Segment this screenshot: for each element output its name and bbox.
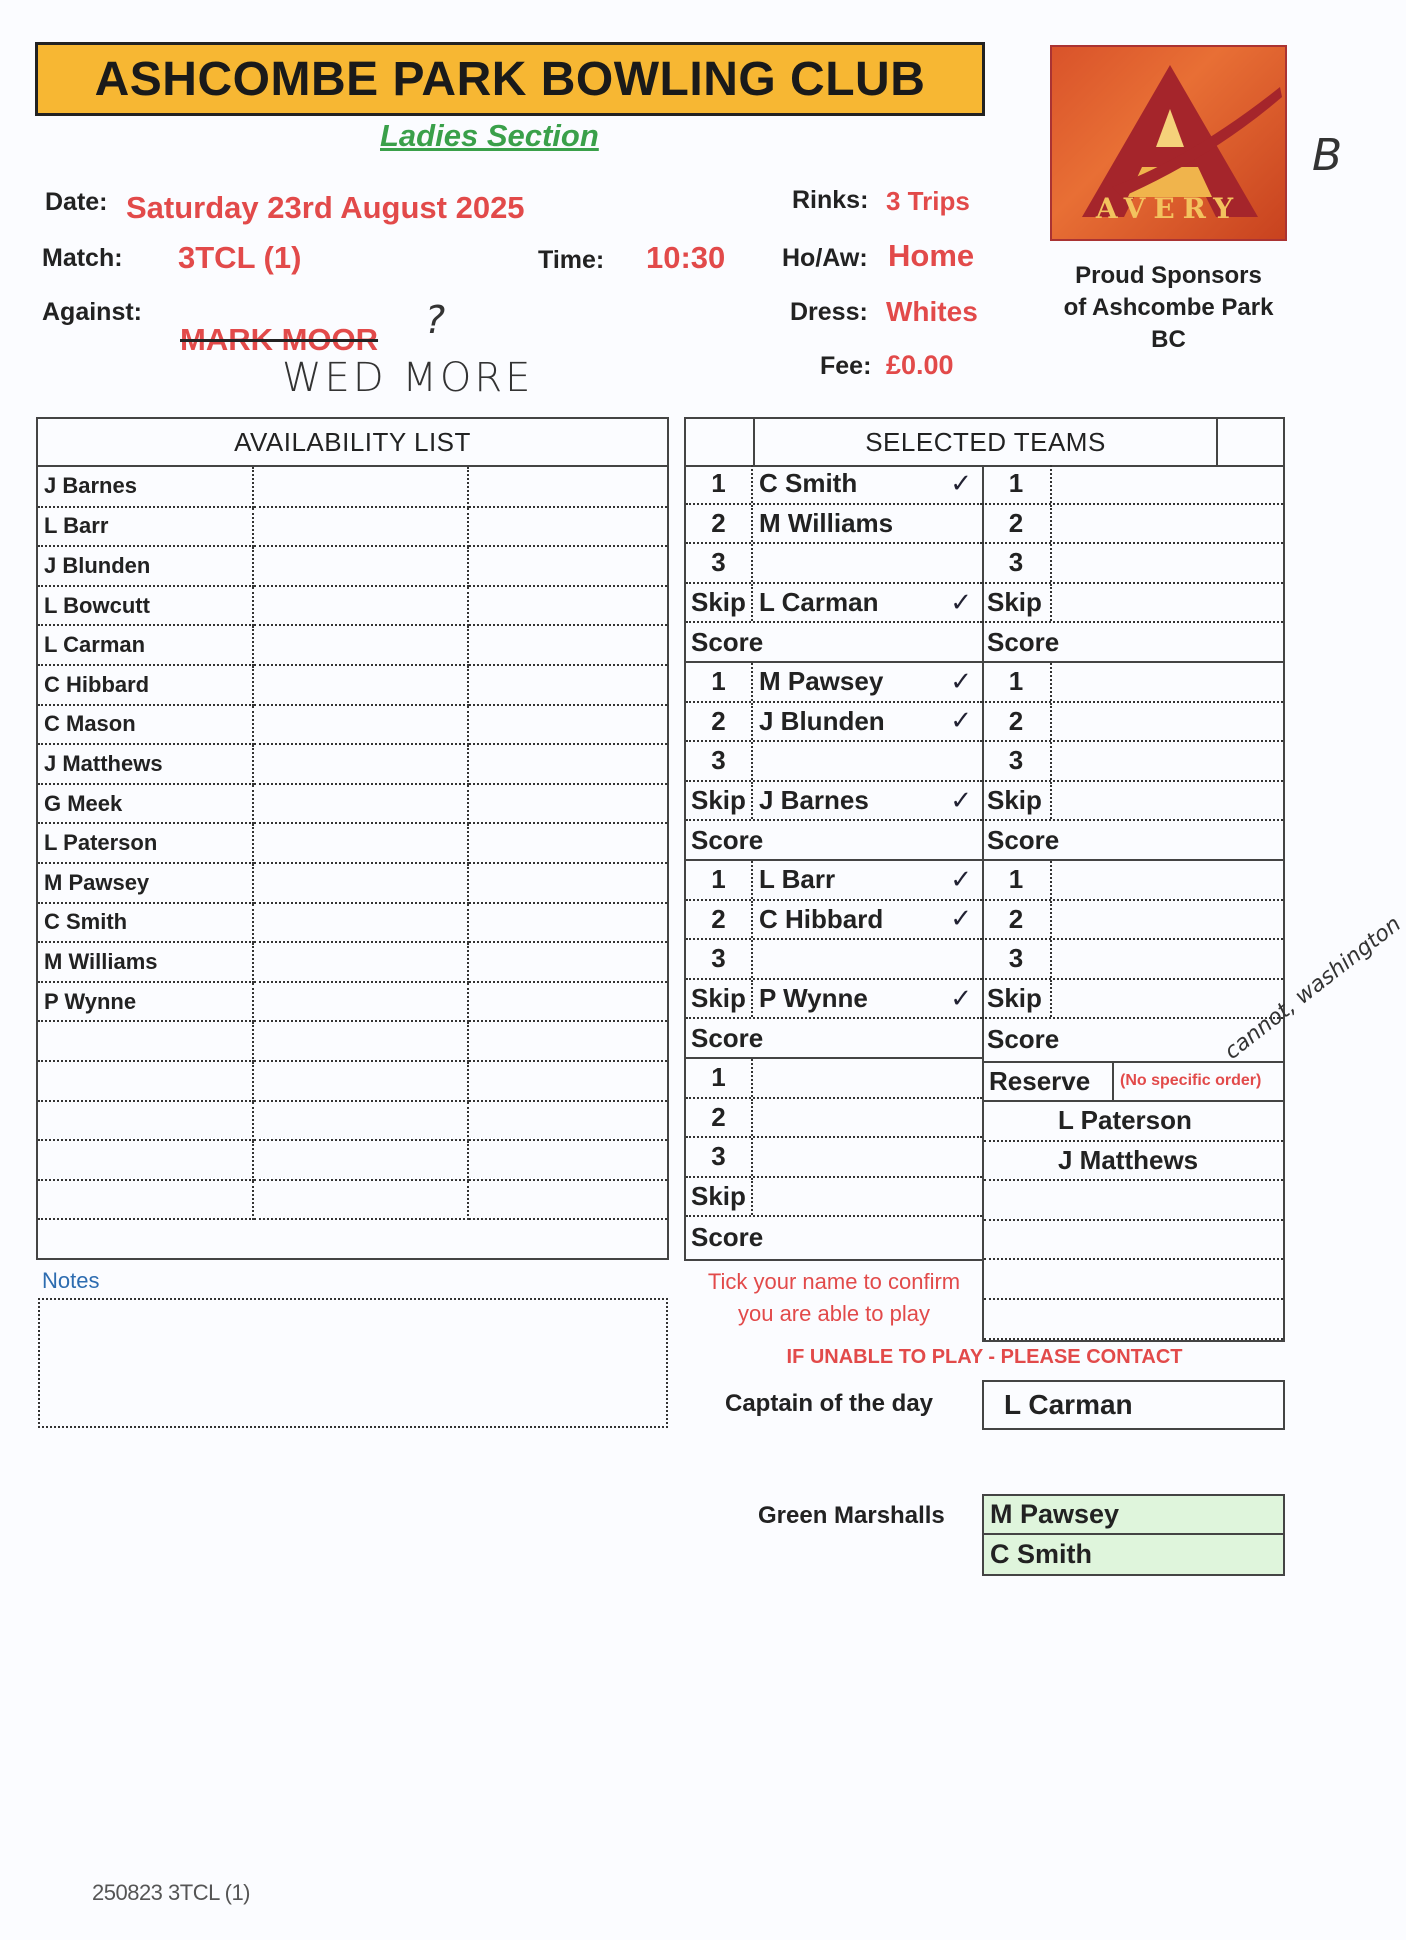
checkmark-icon: ✓ — [950, 904, 972, 935]
reserve-label: Reserve — [984, 1062, 1114, 1100]
footer-code: 250823 3TCL (1) — [92, 1880, 251, 1905]
player-name-cell[interactable] — [1052, 703, 1283, 741]
team-row — [686, 901, 982, 941]
team-row — [982, 703, 1283, 743]
player-name-cell[interactable] — [753, 742, 982, 780]
team-row — [982, 940, 1283, 980]
availability-cell[interactable] — [468, 982, 667, 1022]
availability-cell[interactable] — [468, 823, 667, 863]
rink-position: 3 — [982, 940, 1052, 978]
availability-row — [38, 665, 667, 705]
selected-teams-left — [684, 465, 984, 1261]
rink-position: Skip — [982, 980, 1052, 1018]
player-name-cell[interactable] — [753, 1178, 982, 1216]
team-row — [686, 1138, 982, 1178]
availability-cell[interactable] — [468, 546, 667, 586]
sponsor-line-2: of Ashcombe Park — [1063, 294, 1274, 321]
notes-box — [38, 1298, 668, 1428]
rink-position: 3 — [686, 742, 753, 780]
hoaw-value: Home — [888, 238, 975, 273]
availability-cell[interactable] — [253, 903, 468, 943]
marshall-name: M Pawsey — [982, 1494, 1285, 1535]
availability-cell[interactable] — [468, 1180, 667, 1220]
tick-instruction-line-2: you are able to play — [737, 1301, 931, 1326]
section-subtitle: Ladies Section — [380, 118, 599, 153]
player-name-cell[interactable] — [753, 544, 982, 582]
availability-list — [36, 417, 669, 1260]
rink-position: Skip — [686, 584, 753, 622]
team-row — [982, 782, 1283, 822]
match-label: Match: — [42, 244, 123, 272]
availability-row — [38, 1101, 667, 1141]
rink-position: 2 — [982, 703, 1052, 741]
rink-position: Skip — [686, 782, 753, 820]
score-row — [686, 1019, 982, 1059]
rink-position: 1 — [982, 663, 1052, 701]
rink-position: Skip — [982, 584, 1052, 622]
player-name-cell[interactable] — [753, 1138, 982, 1176]
checkmark-icon: ✓ — [950, 666, 972, 697]
reserve-name: J Matthews — [1058, 1144, 1199, 1175]
availability-cell[interactable] — [468, 1061, 667, 1101]
team-row — [686, 742, 982, 782]
marshall-name: C Smith — [982, 1535, 1285, 1576]
availability-row — [38, 823, 667, 863]
team-row — [686, 940, 982, 980]
availability-cell[interactable] — [253, 1021, 468, 1061]
score-label: Score — [691, 626, 764, 657]
fee-label: Fee: — [820, 352, 872, 380]
availability-cell[interactable] — [253, 507, 468, 547]
score-label: Score — [691, 824, 764, 855]
score-row — [982, 623, 1283, 663]
availability-name — [38, 1180, 253, 1220]
availability-cell[interactable] — [468, 1101, 667, 1141]
team-row — [686, 465, 982, 505]
availability-name: C Smith — [38, 903, 253, 943]
team-row — [982, 861, 1283, 901]
player-name-cell[interactable] — [753, 505, 982, 543]
availability-row — [38, 586, 667, 626]
player-name-cell[interactable] — [753, 584, 982, 622]
player-name-cell[interactable] — [1052, 980, 1283, 1018]
captain-label: Captain of the day — [725, 1390, 934, 1417]
rinks-value: 3 Trips — [886, 186, 970, 216]
player-name: J Barnes — [759, 785, 869, 816]
availability-row — [38, 784, 667, 824]
reserve-handwritten-note: cannot, washington — [1220, 911, 1406, 1065]
reserve-block — [982, 1062, 1285, 1342]
date-value: Saturday 23rd August 2025 — [126, 190, 525, 225]
marshalls-list — [982, 1494, 1285, 1576]
availability-cell[interactable] — [253, 1180, 468, 1220]
availability-cell[interactable] — [253, 1140, 468, 1180]
rink-position: Skip — [982, 782, 1052, 820]
against-handwritten-value: WED MORE — [282, 355, 534, 401]
availability-cell[interactable] — [468, 1140, 667, 1180]
team-row — [686, 980, 982, 1020]
handwritten-mark: B — [1312, 130, 1343, 181]
score-row — [982, 821, 1283, 861]
hoaw-label: Ho/Aw: — [782, 244, 868, 272]
sponsor-line-1: Proud Sponsors — [1075, 262, 1262, 289]
player-name-cell[interactable] — [753, 663, 982, 701]
rink-position: 3 — [686, 940, 753, 978]
availability-name: L Barr — [38, 507, 253, 547]
rink-position: 2 — [982, 901, 1052, 939]
availability-cell[interactable] — [468, 665, 667, 705]
availability-row — [38, 507, 667, 547]
team-row — [686, 1059, 982, 1099]
reserve-name: L Paterson — [1058, 1105, 1192, 1136]
club-name: ASHCOMBE PARK BOWLING CLUB — [94, 52, 926, 106]
availability-name: L Paterson — [38, 823, 253, 863]
score-label: Score — [987, 1023, 1060, 1054]
player-name-cell[interactable] — [753, 861, 982, 899]
notes-label: Notes — [42, 1268, 100, 1293]
score-row — [686, 623, 982, 663]
availability-table — [38, 467, 667, 1220]
availability-name: L Bowcutt — [38, 586, 253, 626]
availability-name: J Barnes — [38, 467, 253, 507]
dress-value: Whites — [886, 296, 978, 327]
availability-cell[interactable] — [468, 586, 667, 626]
player-name-cell[interactable] — [753, 1059, 982, 1097]
rink-position: Skip — [686, 1178, 753, 1216]
checkmark-icon: ✓ — [950, 864, 972, 895]
team-row — [982, 465, 1283, 505]
team-row — [686, 1178, 982, 1218]
score-label: Score — [987, 824, 1060, 855]
player-name-cell[interactable] — [753, 465, 982, 503]
player-name-cell[interactable] — [753, 782, 982, 820]
match-value: 3TCL (1) — [178, 240, 302, 275]
team-row — [686, 663, 982, 703]
rink-position: 2 — [686, 901, 753, 939]
player-name-cell[interactable] — [1052, 940, 1283, 978]
against-struck-value: MARK MOOR — [180, 322, 379, 357]
rink-position: 1 — [686, 465, 753, 503]
availability-cell[interactable] — [468, 903, 667, 943]
rinks-label: Rinks: — [792, 186, 869, 214]
date-label: Date: — [45, 188, 108, 216]
availability-cell[interactable] — [253, 1061, 468, 1101]
selected-teams-title: SELECTED TEAMS — [865, 427, 1106, 457]
player-name-cell[interactable] — [1052, 861, 1283, 899]
player-name-cell[interactable] — [753, 901, 982, 939]
tick-instruction-line-1: Tick your name to confirm — [707, 1269, 961, 1294]
checkmark-icon: ✓ — [950, 706, 972, 737]
reserve-list — [984, 1102, 1283, 1340]
checkmark-icon: ✓ — [950, 983, 972, 1014]
rink-position: 1 — [686, 663, 753, 701]
player-name-cell[interactable] — [753, 1099, 982, 1137]
availability-row — [38, 1180, 667, 1220]
player-name: P Wynne — [759, 983, 868, 1014]
score-row — [686, 821, 982, 861]
checkmark-icon: ✓ — [950, 587, 972, 618]
team-row — [982, 505, 1283, 545]
team-row — [686, 505, 982, 545]
checkmark-icon: ✓ — [950, 468, 972, 499]
team-row — [686, 861, 982, 901]
availability-name — [38, 1101, 253, 1141]
availability-cell[interactable] — [468, 705, 667, 745]
club-title-banner — [35, 42, 985, 116]
player-name: L Carman — [759, 587, 879, 618]
availability-row — [38, 467, 667, 507]
availability-cell[interactable] — [253, 546, 468, 586]
fee-value: £0.00 — [886, 350, 954, 380]
time-value: 10:30 — [646, 240, 726, 275]
rink-position: 3 — [686, 1138, 753, 1176]
availability-cell[interactable] — [468, 625, 667, 665]
player-name: C Smith — [759, 468, 858, 499]
availability-cell[interactable] — [253, 1101, 468, 1141]
availability-row — [38, 744, 667, 784]
team-row — [686, 703, 982, 743]
availability-row — [38, 1021, 667, 1061]
dress-label: Dress: — [790, 298, 868, 326]
availability-cell[interactable] — [253, 467, 468, 507]
selected-teams-right — [982, 465, 1285, 1063]
rink-position: 1 — [686, 1059, 753, 1097]
team-row — [686, 782, 982, 822]
team-row — [686, 584, 982, 624]
availability-title: AVAILABILITY LIST — [38, 419, 667, 467]
availability-row — [38, 942, 667, 982]
sponsor-line-3: BC — [1151, 326, 1186, 353]
sponsor-text — [1050, 260, 1287, 356]
player-name-cell[interactable] — [753, 703, 982, 741]
availability-cell[interactable] — [468, 744, 667, 784]
availability-cell[interactable] — [468, 1021, 667, 1061]
availability-name: C Mason — [38, 705, 253, 745]
availability-name: L Carman — [38, 625, 253, 665]
time-label: Time: — [538, 246, 605, 274]
reserve-row — [984, 1260, 1283, 1300]
rink-position: 2 — [686, 703, 753, 741]
availability-cell[interactable] — [468, 467, 667, 507]
score-label: Score — [987, 626, 1060, 657]
rink-position: Skip — [686, 980, 753, 1018]
availability-name — [38, 1140, 253, 1180]
selected-teams-header — [684, 417, 1285, 467]
player-name-cell[interactable] — [753, 940, 982, 978]
captain-value: L Carman — [982, 1380, 1285, 1430]
rink-position: 2 — [686, 1099, 753, 1137]
player-name: J Blunden — [759, 705, 885, 736]
availability-cell[interactable] — [468, 942, 667, 982]
score-label: Score — [691, 1221, 764, 1252]
rink-position: 2 — [686, 505, 753, 543]
player-name: M Williams — [759, 507, 894, 538]
availability-row — [38, 1140, 667, 1180]
player-name-cell[interactable] — [1052, 584, 1283, 622]
team-row — [982, 742, 1283, 782]
availability-row — [38, 863, 667, 903]
rink-position: 1 — [982, 465, 1052, 503]
reserve-row — [984, 1221, 1283, 1261]
availability-name — [38, 1061, 253, 1101]
player-name-cell[interactable] — [753, 980, 982, 1018]
availability-name: G Meek — [38, 784, 253, 824]
availability-row — [38, 903, 667, 943]
player-name-cell[interactable] — [1052, 505, 1283, 543]
availability-cell[interactable] — [253, 744, 468, 784]
rink-position: 1 — [982, 861, 1052, 899]
rink-position: 3 — [686, 544, 753, 582]
against-label: Against: — [42, 298, 142, 326]
availability-name: M Williams — [38, 942, 253, 982]
marshalls-label: Green Marshalls — [758, 1502, 945, 1529]
rink-position: 3 — [982, 544, 1052, 582]
availability-cell[interactable] — [253, 784, 468, 824]
team-row — [686, 544, 982, 584]
availability-row — [38, 1061, 667, 1101]
availability-cell[interactable] — [253, 823, 468, 863]
availability-cell[interactable] — [253, 586, 468, 626]
score-row — [686, 1217, 982, 1257]
availability-cell[interactable] — [468, 784, 667, 824]
availability-cell[interactable] — [468, 863, 667, 903]
player-name: M Pawsey — [759, 666, 884, 697]
rink-position: 2 — [982, 505, 1052, 543]
against-handwritten-question: ? — [425, 298, 446, 342]
player-name-cell[interactable] — [1052, 901, 1283, 939]
availability-name: M Pawsey — [38, 863, 253, 903]
availability-name: C Hibbard — [38, 665, 253, 705]
checkmark-icon: ✓ — [950, 785, 972, 816]
availability-cell[interactable] — [253, 665, 468, 705]
logo-text: AVERY — [1095, 192, 1242, 225]
player-name-cell[interactable] — [1052, 465, 1283, 503]
availability-cell[interactable] — [468, 507, 667, 547]
availability-cell[interactable] — [253, 705, 468, 745]
team-row — [982, 901, 1283, 941]
reserve-row — [984, 1300, 1283, 1340]
availability-name — [38, 1021, 253, 1061]
availability-row — [38, 546, 667, 586]
availability-cell[interactable] — [253, 625, 468, 665]
player-name-cell[interactable] — [1052, 782, 1283, 820]
reserve-row — [984, 1102, 1283, 1142]
team-row — [982, 584, 1283, 624]
availability-row — [38, 625, 667, 665]
score-label: Score — [691, 1022, 764, 1053]
contact-warning: IF UNABLE TO PLAY - PLEASE CONTACT — [786, 1346, 1183, 1368]
player-name: L Barr — [759, 864, 836, 895]
availability-cell[interactable] — [253, 982, 468, 1022]
player-name-cell[interactable] — [1052, 663, 1283, 701]
rink-position: 1 — [686, 861, 753, 899]
availability-name: J Blunden — [38, 546, 253, 586]
availability-name: J Matthews — [38, 744, 253, 784]
team-row — [686, 1099, 982, 1139]
player-name-cell[interactable] — [1052, 544, 1283, 582]
sponsor-logo — [1050, 45, 1287, 241]
availability-name: P Wynne — [38, 982, 253, 1022]
availability-cell[interactable] — [253, 863, 468, 903]
availability-cell[interactable] — [253, 942, 468, 982]
team-row — [982, 544, 1283, 584]
team-row — [982, 980, 1283, 1020]
player-name-cell[interactable] — [1052, 742, 1283, 780]
team-row — [982, 663, 1283, 703]
rink-position: 3 — [982, 742, 1052, 780]
tick-instruction — [684, 1266, 984, 1330]
reserve-row — [984, 1181, 1283, 1221]
reserve-note: (No specific order) — [1120, 1072, 1262, 1089]
availability-row — [38, 982, 667, 1022]
player-name: C Hibbard — [759, 903, 884, 934]
reserve-row — [984, 1142, 1283, 1182]
availability-row — [38, 705, 667, 745]
